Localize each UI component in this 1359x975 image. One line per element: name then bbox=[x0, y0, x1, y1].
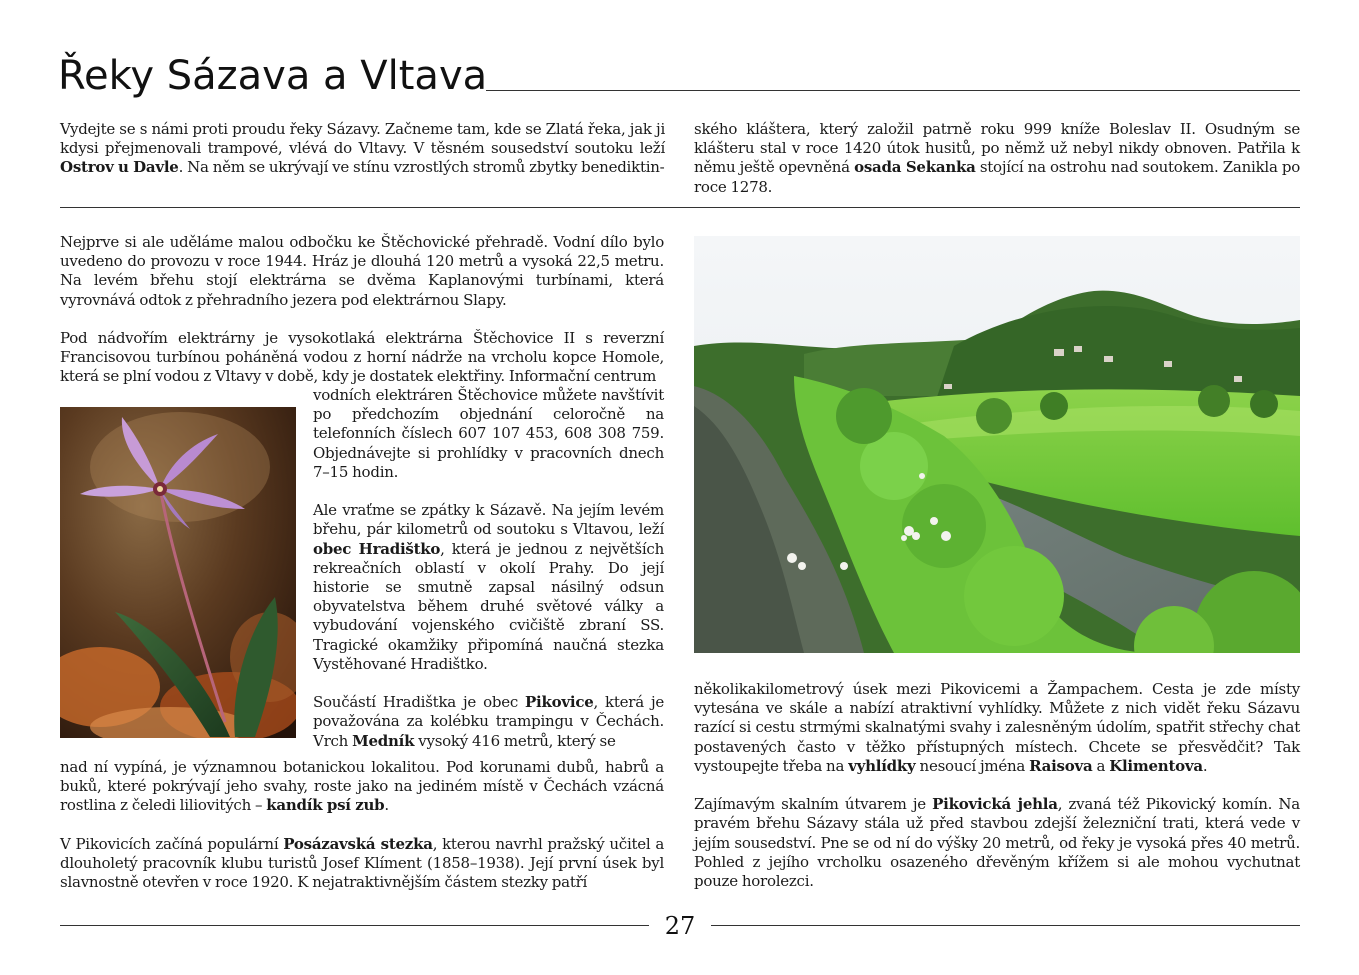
trail-posazavska-stezka: Posázavská stezka bbox=[283, 834, 433, 853]
rock-pikovicka-jehla: Pikovická jehla bbox=[932, 795, 1058, 814]
plant-kandik-psi-zub: kandík psí zub bbox=[266, 796, 385, 815]
title-rule bbox=[486, 90, 1300, 91]
paragraph-stechovice-ii: Pod nádvořím elektrárny je vysokotlaká elektrárna Štěchovice II s reverzní Francisovou turbínou poháněná vodou z horní nádrže na vrcholu kopce Homole, která se plní vodou z Vltavy v době, kdy je dostatek elektřiny. Informační centrum bbox=[60, 329, 664, 386]
paragraph-zampach-section: několikakilometrový úsek mezi Pikovicemi a Žampachem. Cesta je zde místy vytesána ve skále a nabízí atraktivní vyhlídky. Můžete z nich vidět řeku Sázavu razící si cestu strmými skalnatými svahy i zalesněným údolím, spatřit střechy chat postavených často v těžko přístupných místech. Chcete se přesvědčit? Tak vystoupejte třeba na vyhlídky nesoucí jména Raisova a Klimentova. bbox=[694, 680, 1300, 775]
place-pikovice: Pikovice bbox=[525, 693, 594, 712]
paragraph-hradistko: Ale vraťme se zpátky k Sázavě. Na jejím levém břehu, pár kilometrů od soutoku s Vltavou, leží obec Hradištko, která je jednou z největších rekreačních oblastí v okolí Prahy. Do její historie se smutně zapsal násilný odsun obyvatelstva během druhé světové války a vybudování vojenského cvičiště zbraní SS. Tragické okamžiky připomíná naučná stezka Vystěhované Hradištko. bbox=[313, 501, 664, 673]
paragraph-pikovice-start: Součástí Hradištka je obec Pikovice, která je považována za kolébku trampingu v Čechách. Vrch Medník vysoký 416 metrů, který se bbox=[313, 693, 664, 750]
label-vyhlidky: vyhlídky bbox=[848, 756, 916, 775]
place-obec-hradistko: obec Hradištko bbox=[313, 539, 441, 558]
place-ostrov-u-davle: Ostrov u Davle bbox=[60, 158, 179, 177]
paragraph-posazavska-stezka: V Pikovicích začíná populární Posázavská stezka, kterou navrhl pražský učitel a dlouholetý pracovník klubu turistů Josef Klíment (1858–1938). Její první úsek byl slavnostně otevřen v roce 1920. K nejatraktivnějším částem stezky patří bbox=[60, 834, 665, 892]
photo-sazava-valley bbox=[694, 236, 1300, 653]
page-title: Řeky Sázava a Vltava bbox=[58, 53, 488, 99]
viewpoint-klimentova: Klimentova bbox=[1109, 756, 1203, 775]
below-photo-text bbox=[60, 758, 664, 892]
viewpoint-raisova: Raisova bbox=[1029, 756, 1093, 775]
paragraph-mednik-botany: nad ní vypíná, je významnou botanickou lokalitou. Pod korunami dubů, habrů a buků, které pokrývají jeho svahy, roste jako na jediném místě v Čechách vzácná rostlina z čeledi liliovitých – kandík psí zub. bbox=[60, 758, 664, 815]
left-column-text bbox=[60, 233, 664, 387]
paragraph-pikovicka-jehla: Zajímavým skalním útvarem je Pikovická jehla, zvaná též Pikovický komín. Na pravém břehu Sázavy stála už před stavbou zdejší železniční trati, která vede v jejím sousedství. Pne se od ní do výšky 20 metrů, od řeky je vysoká přes 40 metrů. Pohled z jejího vrcholku osazeného dřevěným křížem si ale mohou vychutnat pouze horolezci. bbox=[694, 795, 1300, 891]
intro-right-text: ského kláštera, který založil patrně roku 999 kníže Boleslav II. Osudným se klášteru stal v roce 1420 útok husitů, po němž už nebyl nikdy obnoven. Patřila k němu ještě opevněná osada Sekanka stojící na ostrohu nad soutokem. Zanikla po roce 1278. bbox=[694, 120, 1301, 196]
intro-left-text: Vydejte se s námi proti proudu řeky Sázavy. Začneme tam, kde se Zlatá řeka, jak ji kdysi přejmenovali trampové, vlévá do Vltavy. V těsném sousedství soutoku leží Ostrov u Davle. Na něm se ukrývají ve stínu vzrostlých stromů zbytky benediktin- bbox=[60, 120, 665, 177]
place-mednik: Medník bbox=[352, 731, 415, 750]
paragraph-stechovice-dam: Nejprve si ale uděláme malou odbočku ke Štěchovické přehradě. Vodní dílo bylo uvedeno do provozu v roce 1944. Hráz je dlouhá 120 metrů a vysoká 22,5 metru. Na levém břehu stojí elektrárna se dvěma Kaplanovými turbínami, která vyrovnává odtok z přehradního jezera pod elektrárnou Slapy. bbox=[60, 233, 664, 309]
beside-photo-text bbox=[313, 386, 664, 751]
page-number: 27 bbox=[649, 911, 711, 941]
photo-dogtooth-violet bbox=[60, 407, 296, 738]
section-rule bbox=[60, 207, 1300, 208]
place-osada-sekanka: osada Sekanka bbox=[854, 158, 976, 177]
right-column-text bbox=[694, 680, 1300, 891]
paragraph-info-center: vodních elektráren Štěchovice můžete navštívit po předchozím objednání celoročně na telefonních číslech 607 107 453, 608 308 759. Objednávejte si prohlídky v pracovních dnech 7–15 hodin. bbox=[313, 386, 664, 481]
